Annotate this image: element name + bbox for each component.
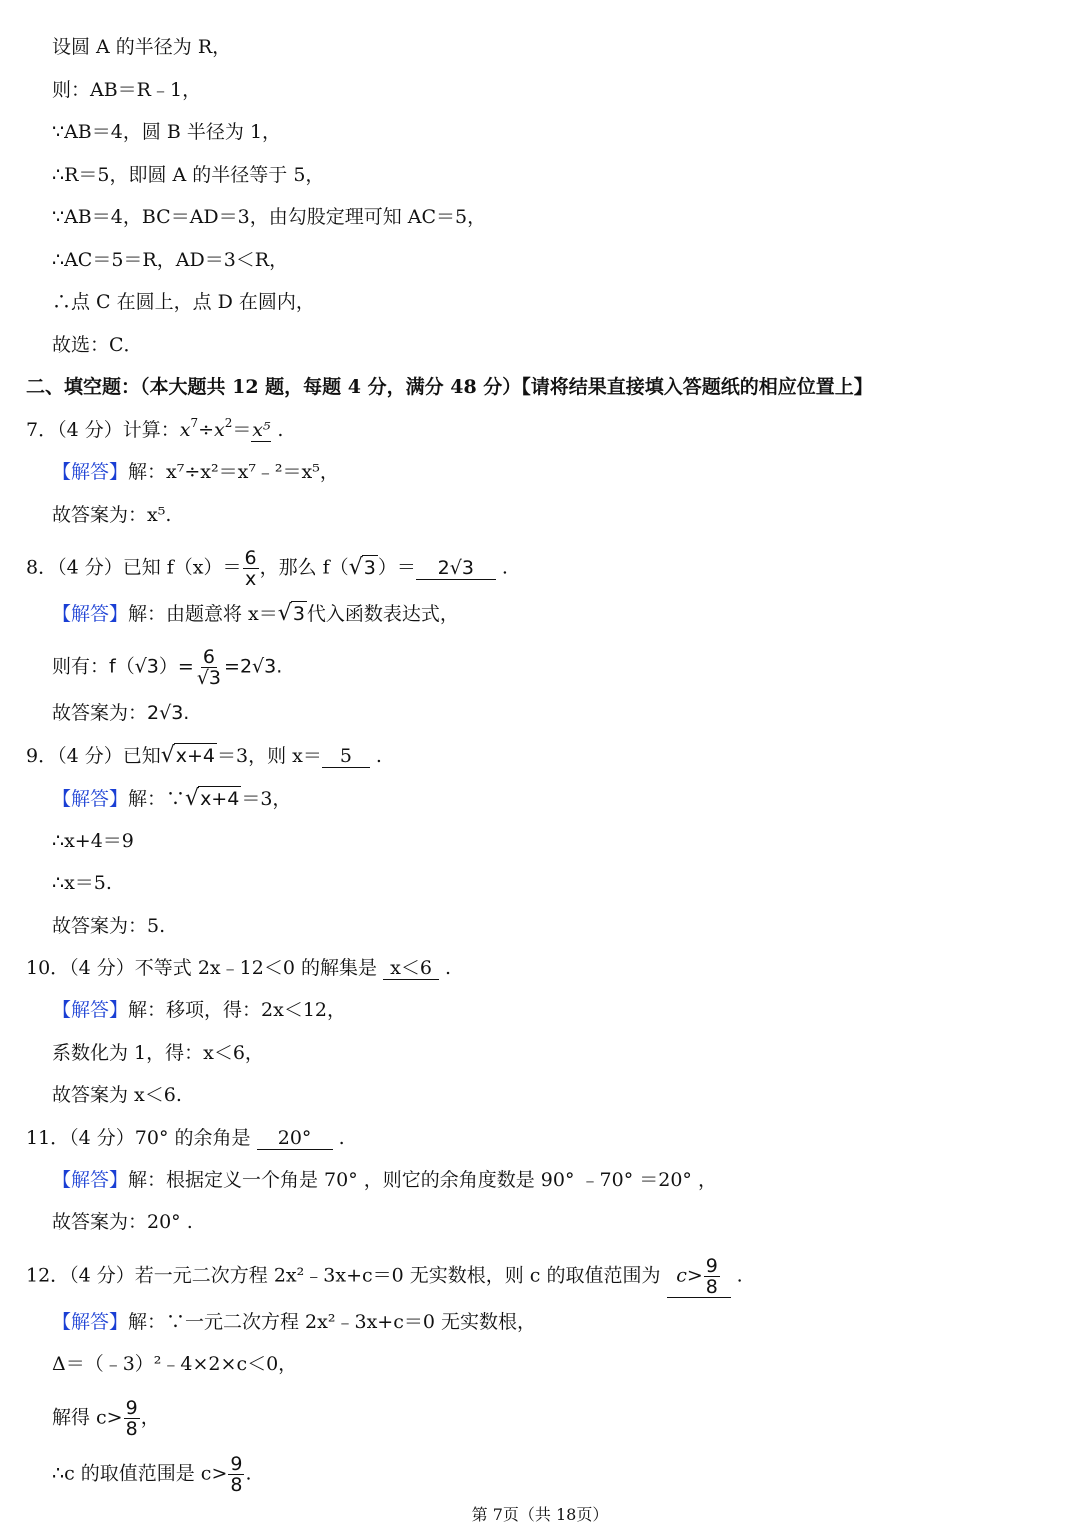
question-11: 11．（4 分）70° 的余角是 20° . xyxy=(26,1127,345,1149)
solution-text: 则有： xyxy=(52,655,110,678)
text-line: ∴AC＝5＝R，AD＝3＜R， xyxy=(52,249,289,271)
sqrt-3: √ 3 xyxy=(348,554,376,580)
text-line: ∴R＝5，即圆 A 的半径等于 5， xyxy=(52,164,325,186)
final-answer: 故答案为：2√3. xyxy=(52,702,190,724)
question-7: 7．（4 分）计算：$x^7\div x^2=x^5$ . xyxy=(26,416,284,441)
text-line: ∵AB＝4，圆 B 半径为 1， xyxy=(52,121,282,143)
solution-line xyxy=(52,1309,536,1335)
jieda-label: 【解答】 xyxy=(52,999,129,1021)
fraction: $\frac{9}{8}$ xyxy=(230,1453,243,1496)
text-line: 则：AB＝R﹣1， xyxy=(52,79,202,101)
question-stem: 7．（4 分）计算： xyxy=(26,419,180,441)
text-line: ∵AB＝4，BC＝AD＝3，由勾股定理可知 AC＝5， xyxy=(52,206,487,228)
jieda-label: 【解答】 xyxy=(52,603,129,625)
final-answer: 故答案为：x⁵. xyxy=(52,504,172,526)
solution-line xyxy=(52,1167,717,1193)
section-heading: 二、填空题：（本大题共 12 题，每题 4 分，满分 48 分）【请将结果直接填入答题纸的相应位置上】 xyxy=(26,376,873,398)
question-8: 8．（4 分）已知 f（x）＝ $\frac{6}{x}$ ，那么 f（ √ 3 ）＝ 2√3 . xyxy=(26,547,508,590)
solution-text: 解：根据定义一个角是 70° ，则它的余角度数是 90° ﹣70° ＝20° ， xyxy=(128,1169,717,1191)
solution-line: ∴x+4＝9 xyxy=(52,830,134,852)
page-footer: 第 7页（共 18页） xyxy=(471,1505,609,1524)
solution-line: 系数化为 1，得：x＜6， xyxy=(52,1042,264,1064)
question-10: 10．（4 分）不等式 2x﹣12＜0 的解集是 x＜6 . xyxy=(26,957,452,979)
jieda-label: 【解答】 xyxy=(52,1169,129,1191)
text-line: ∴点 C 在圆上，点 D 在圆内， xyxy=(52,291,315,313)
question-stem: 11．（4 分）70° 的余角是 xyxy=(26,1127,251,1149)
solution-line: ∴c 的取值范围是 c> $\frac{9}{8}$ . xyxy=(52,1453,252,1496)
solution-line: Δ＝（﹣3）²﹣4×2×c＜0， xyxy=(52,1353,298,1375)
solution-line xyxy=(52,997,346,1023)
solution-line xyxy=(52,601,459,627)
answer-blank: x⁵ xyxy=(252,419,271,441)
question-stem-mid: ，那么 f（ xyxy=(259,556,349,579)
solution-text: 代入函数表达式， xyxy=(306,603,459,625)
question-stem: 10．（4 分）不等式 2x﹣12＜0 的解集是 xyxy=(26,957,377,979)
sqrt-x-plus-4: √ x+4 xyxy=(160,743,216,768)
fraction: $\frac{9}{8}$ xyxy=(125,1397,138,1440)
question-stem-mid: ＝3，则 x＝ xyxy=(217,745,322,767)
sqrt-x-plus-4: √ x+4 xyxy=(185,786,240,811)
question-stem: 12．（4 分）若一元二次方程 2x²﹣3x+c＝0 无实数根，则 c 的取值范围为 xyxy=(26,1264,661,1287)
answer-blank: 2√3 xyxy=(416,557,496,580)
answer-blank: 20° xyxy=(257,1127,333,1150)
jieda-label: 【解答】 xyxy=(52,1311,129,1333)
solution-text: 解：x⁷÷x²＝x⁷﹣²＝x⁵， xyxy=(128,461,339,483)
solution-line xyxy=(52,647,282,688)
answer-blank: 5 xyxy=(322,745,370,768)
fraction: $\frac{6}{x}$ xyxy=(244,547,257,590)
solution-text: 解：移项，得：2x＜12， xyxy=(128,999,346,1021)
solution-line: ∴x＝5. xyxy=(52,872,112,894)
sqrt-3: √ 3 xyxy=(277,601,305,626)
question-9: 9．（4 分）已知 √ x+4 ＝3，则 x＝ 5 . xyxy=(26,743,382,768)
jieda-label: 【解答】 xyxy=(52,788,129,810)
question-stem: 8．（4 分）已知 f（x）＝ xyxy=(26,556,242,579)
solution-text: 解：∵一元二次方程 2x²﹣3x+c＝0 无实数根， xyxy=(128,1311,536,1333)
text-line: 设圆 A 的半径为 R， xyxy=(52,36,232,58)
final-answer: 故答案为：5. xyxy=(52,915,166,937)
jieda-label: 【解答】 xyxy=(52,461,129,483)
answer-blank: x＜6 xyxy=(383,957,439,980)
solution-text: ＝3， xyxy=(241,788,292,810)
answer-blank: c> $\frac{9}{8}$ xyxy=(667,1256,731,1298)
formula: f（√3）= xyxy=(109,655,194,678)
final-answer: 故答案为：20° . xyxy=(52,1211,193,1233)
solution-text: 解：∵ xyxy=(128,788,186,810)
solution-line: 解得 c> $\frac{9}{8}$ ， xyxy=(52,1397,160,1440)
final-answer: 故答案为 x＜6. xyxy=(52,1084,182,1106)
text-line: 故选：C． xyxy=(52,334,143,356)
formula-result: =2√3. xyxy=(224,655,283,678)
fraction: $\frac{9}{8}$ xyxy=(705,1255,718,1298)
solution-line xyxy=(52,786,291,812)
solution-text: 解：由题意将 x＝ xyxy=(128,603,278,625)
solution-line xyxy=(52,459,339,485)
question-stem: 9．（4 分）已知 xyxy=(26,745,161,767)
question-stem-mid2: ）＝ xyxy=(377,556,416,579)
question-12: 12．（4 分）若一元二次方程 2x²﹣3x+c＝0 无实数根，则 c 的取值范围为 c> $\frac{9}{8}$ . xyxy=(26,1255,743,1298)
fraction: $\frac{6}{√3}$ xyxy=(196,646,222,689)
